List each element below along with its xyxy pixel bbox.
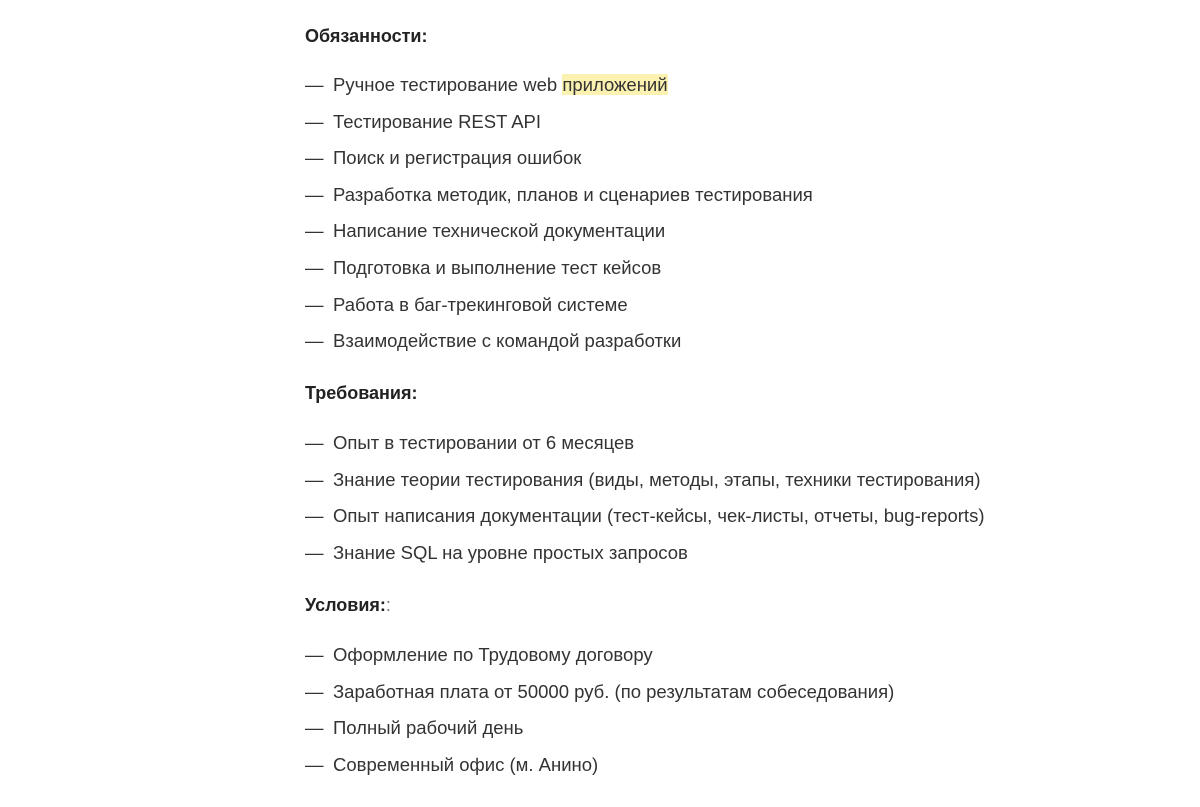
dash-bullet: — — [305, 541, 324, 563]
list-item — [305, 183, 813, 220]
list-item — [305, 680, 894, 717]
list-item-text: Знание теории тестирования (виды, методы, этапы, техники тестирования) — [333, 468, 981, 490]
list-item — [305, 468, 984, 505]
dash-bullet: — — [305, 330, 324, 352]
list-item — [305, 146, 813, 183]
list-item-text: Современный офис (м. Анино) — [333, 753, 599, 775]
list-item — [305, 73, 813, 110]
list-item-text: Написание технической документации — [333, 220, 666, 242]
dash-bullet: — — [305, 505, 324, 527]
list-item — [305, 293, 813, 330]
list-item-text: Полный рабочий день — [333, 717, 524, 739]
list-item — [305, 110, 813, 147]
dash-bullet: — — [305, 432, 324, 453]
list-item-text: Работа в баг-трекинговой системе — [333, 293, 628, 315]
list-item-text: Оформление по Трудовому договору — [333, 644, 653, 665]
dash-bullet: — — [305, 293, 324, 315]
list-item-text: Опыт написания документации (тест-кейсы, чек-листы, отчеты, bug-reports) — [333, 505, 985, 527]
dash-bullet: — — [305, 680, 324, 702]
duties-list — [305, 73, 813, 366]
list-item-text: Ручное тестирование web — [333, 74, 563, 95]
dash-bullet: — — [305, 183, 324, 205]
list-item-text: Подготовка и выполнение тест кейсов — [333, 256, 662, 278]
list-item-text: Тестирование REST API — [333, 110, 542, 132]
list-item — [305, 504, 984, 541]
dash-bullet: — — [305, 220, 324, 242]
dash-bullet: — — [305, 147, 324, 169]
highlighted-text: приложений — [562, 74, 668, 95]
list-item-text: Поиск и регистрация ошибок — [333, 147, 582, 169]
list-item — [305, 541, 984, 578]
list-item — [305, 643, 894, 680]
list-item — [305, 716, 894, 753]
list-item-text: Заработная плата от 50000 руб. (по результатам собеседования) — [333, 680, 895, 702]
requirements-list — [305, 431, 984, 577]
dash-bullet: — — [305, 256, 324, 278]
section-title-duties: Обязанности: — [305, 26, 428, 46]
dash-bullet: — — [305, 717, 324, 739]
section-title-conditions: Условия:: — [305, 595, 391, 615]
dash-bullet: — — [305, 753, 324, 775]
list-item — [305, 256, 813, 293]
list-item — [305, 753, 894, 790]
dash-bullet: — — [305, 644, 324, 665]
list-item — [305, 431, 984, 468]
list-item-text: Знание SQL на уровне простых запросов — [333, 541, 688, 563]
list-item — [305, 329, 813, 366]
list-item-text: Разработка методик, планов и сценариев тестирования — [333, 183, 813, 205]
dash-bullet: — — [305, 110, 324, 132]
dash-bullet: — — [305, 74, 324, 95]
section-title-requirements: Требования: — [305, 383, 418, 403]
list-item-text: Опыт в тестировании от 6 месяцев — [333, 432, 635, 453]
dash-bullet: — — [305, 468, 324, 490]
list-item-text: Взаимодействие с командой разработки — [333, 330, 682, 352]
list-item — [305, 219, 813, 256]
conditions-list — [305, 643, 894, 789]
